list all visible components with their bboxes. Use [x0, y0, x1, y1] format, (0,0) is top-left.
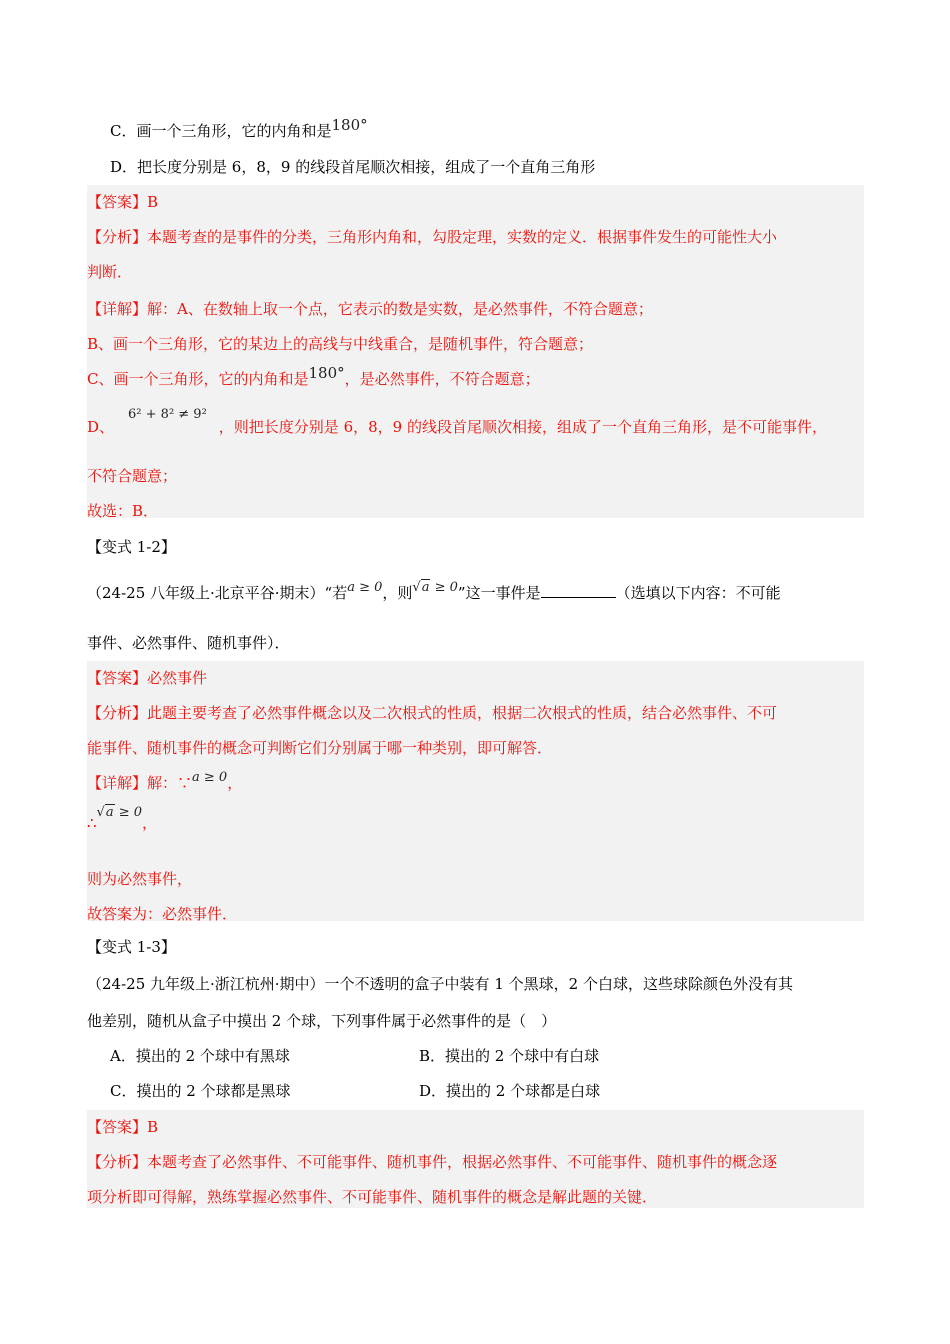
math-sqrt-a-geq-0: √a ≥ 0	[96, 805, 143, 820]
option-c: C．画一个三角形，它的内角和是180°	[110, 116, 368, 140]
analysis-1-line-2: 判断．	[87, 263, 133, 281]
analysis-2-line-1: 【分析】此题主要考查了必然事件概念以及二次根式的性质，根据二次根式的性质，结合必然事件、不可	[87, 704, 778, 722]
analysis-2-line-2: 能事件、随机事件的概念可判断它们分别属于哪一种类别，即可解答．	[87, 739, 553, 757]
answer-3: 【答案】B	[87, 1118, 159, 1136]
detail-1-line-3: C、画一个三角形，它的内角和是180°，是必然事件，不符合题意；	[87, 364, 540, 388]
math-180-degrees: 180°	[331, 116, 368, 134]
detail-2-line-1: 【详解】解：∵a ≥ 0，	[87, 770, 243, 792]
variant-1-3-question-line-1: （24-25 九年级上·浙江杭州·期中）一个不透明的盒子中装有 1 个黑球，2 个白球，这些球除颜色外没有其	[87, 975, 793, 993]
variant-1-3-question-line-2: 他差别，随机从盒子中摸出 2 个球，下列事件属于必然事件的是（ ）	[87, 1012, 557, 1030]
detail-1-line-6: 故选：B．	[87, 502, 159, 520]
detail-2-line-3: 则为必然事件，	[87, 870, 193, 888]
answer-1: 【答案】B	[87, 193, 159, 211]
variant-1-2-question-line-1: （24-25 八年级上·北京平谷·期末）“若a ≥ 0，则√a ≥ 0”这一事件是 （选填以下内容：不可能	[87, 580, 781, 602]
detail-1-line-2: B、画一个三角形，它的某边上的高线与中线重合，是随机事件，符合题意；	[87, 335, 594, 353]
detail-2-line-2: ∴√a ≥ 0，	[87, 805, 158, 832]
option-b: B．摸出的 2 个球中有白球	[419, 1047, 600, 1065]
math-a-geq-0: a ≥ 0	[192, 770, 228, 785]
option-c-balls: C．摸出的 2 个球都是黑球	[110, 1082, 291, 1100]
math-180-degrees: 180°	[308, 364, 345, 382]
math-sqrt-a-geq-0: √a ≥ 0	[412, 580, 458, 595]
answer-blank	[541, 583, 616, 598]
option-d: D．把长度分别是 6，8，9 的线段首尾顺次相接，组成了一个直角三角形	[110, 158, 596, 176]
variant-1-2-heading: 【变式 1-2】	[87, 538, 176, 556]
variant-1-3-heading: 【变式 1-3】	[87, 938, 176, 956]
variant-1-2-question-line-2: 事件、必然事件、随机事件）．	[87, 634, 290, 652]
math-pythagorean-inequality: 6² + 8² ≠ 9²	[128, 407, 207, 422]
analysis-1-line-1: 【分析】本题考查的是事件的分类，三角形内角和，勾股定理，实数的定义．根据事件发生的可能性大小	[87, 228, 778, 246]
analysis-3-line-2: 项分析即可得解，熟练掌握必然事件、不可能事件、随机事件的概念是解此题的关键．	[87, 1188, 658, 1206]
detail-1-line-1: 【详解】解：A、在数轴上取一个点，它表示的数是实数，是必然事件，不符合题意；	[87, 300, 653, 318]
option-a: A．摸出的 2 个球中有黑球	[110, 1047, 290, 1065]
math-a-geq-0: a ≥ 0	[347, 580, 383, 595]
analysis-3-line-1: 【分析】本题考查了必然事件、不可能事件、随机事件，根据必然事件、不可能事件、随机事件的概念逐	[87, 1153, 778, 1171]
option-d-balls: D．摸出的 2 个球都是白球	[419, 1082, 601, 1100]
answer-2: 【答案】必然事件	[87, 669, 208, 687]
detail-1-line-4: D、6² + 8² ≠ 9²，则把长度分别是 6，8，9 的线段首尾顺次相接，组成了一个直角三角形，是不可能事件，	[87, 407, 827, 436]
detail-2-line-4: 故答案为：必然事件．	[87, 905, 238, 923]
detail-1-line-5: 不符合题意；	[87, 467, 178, 485]
